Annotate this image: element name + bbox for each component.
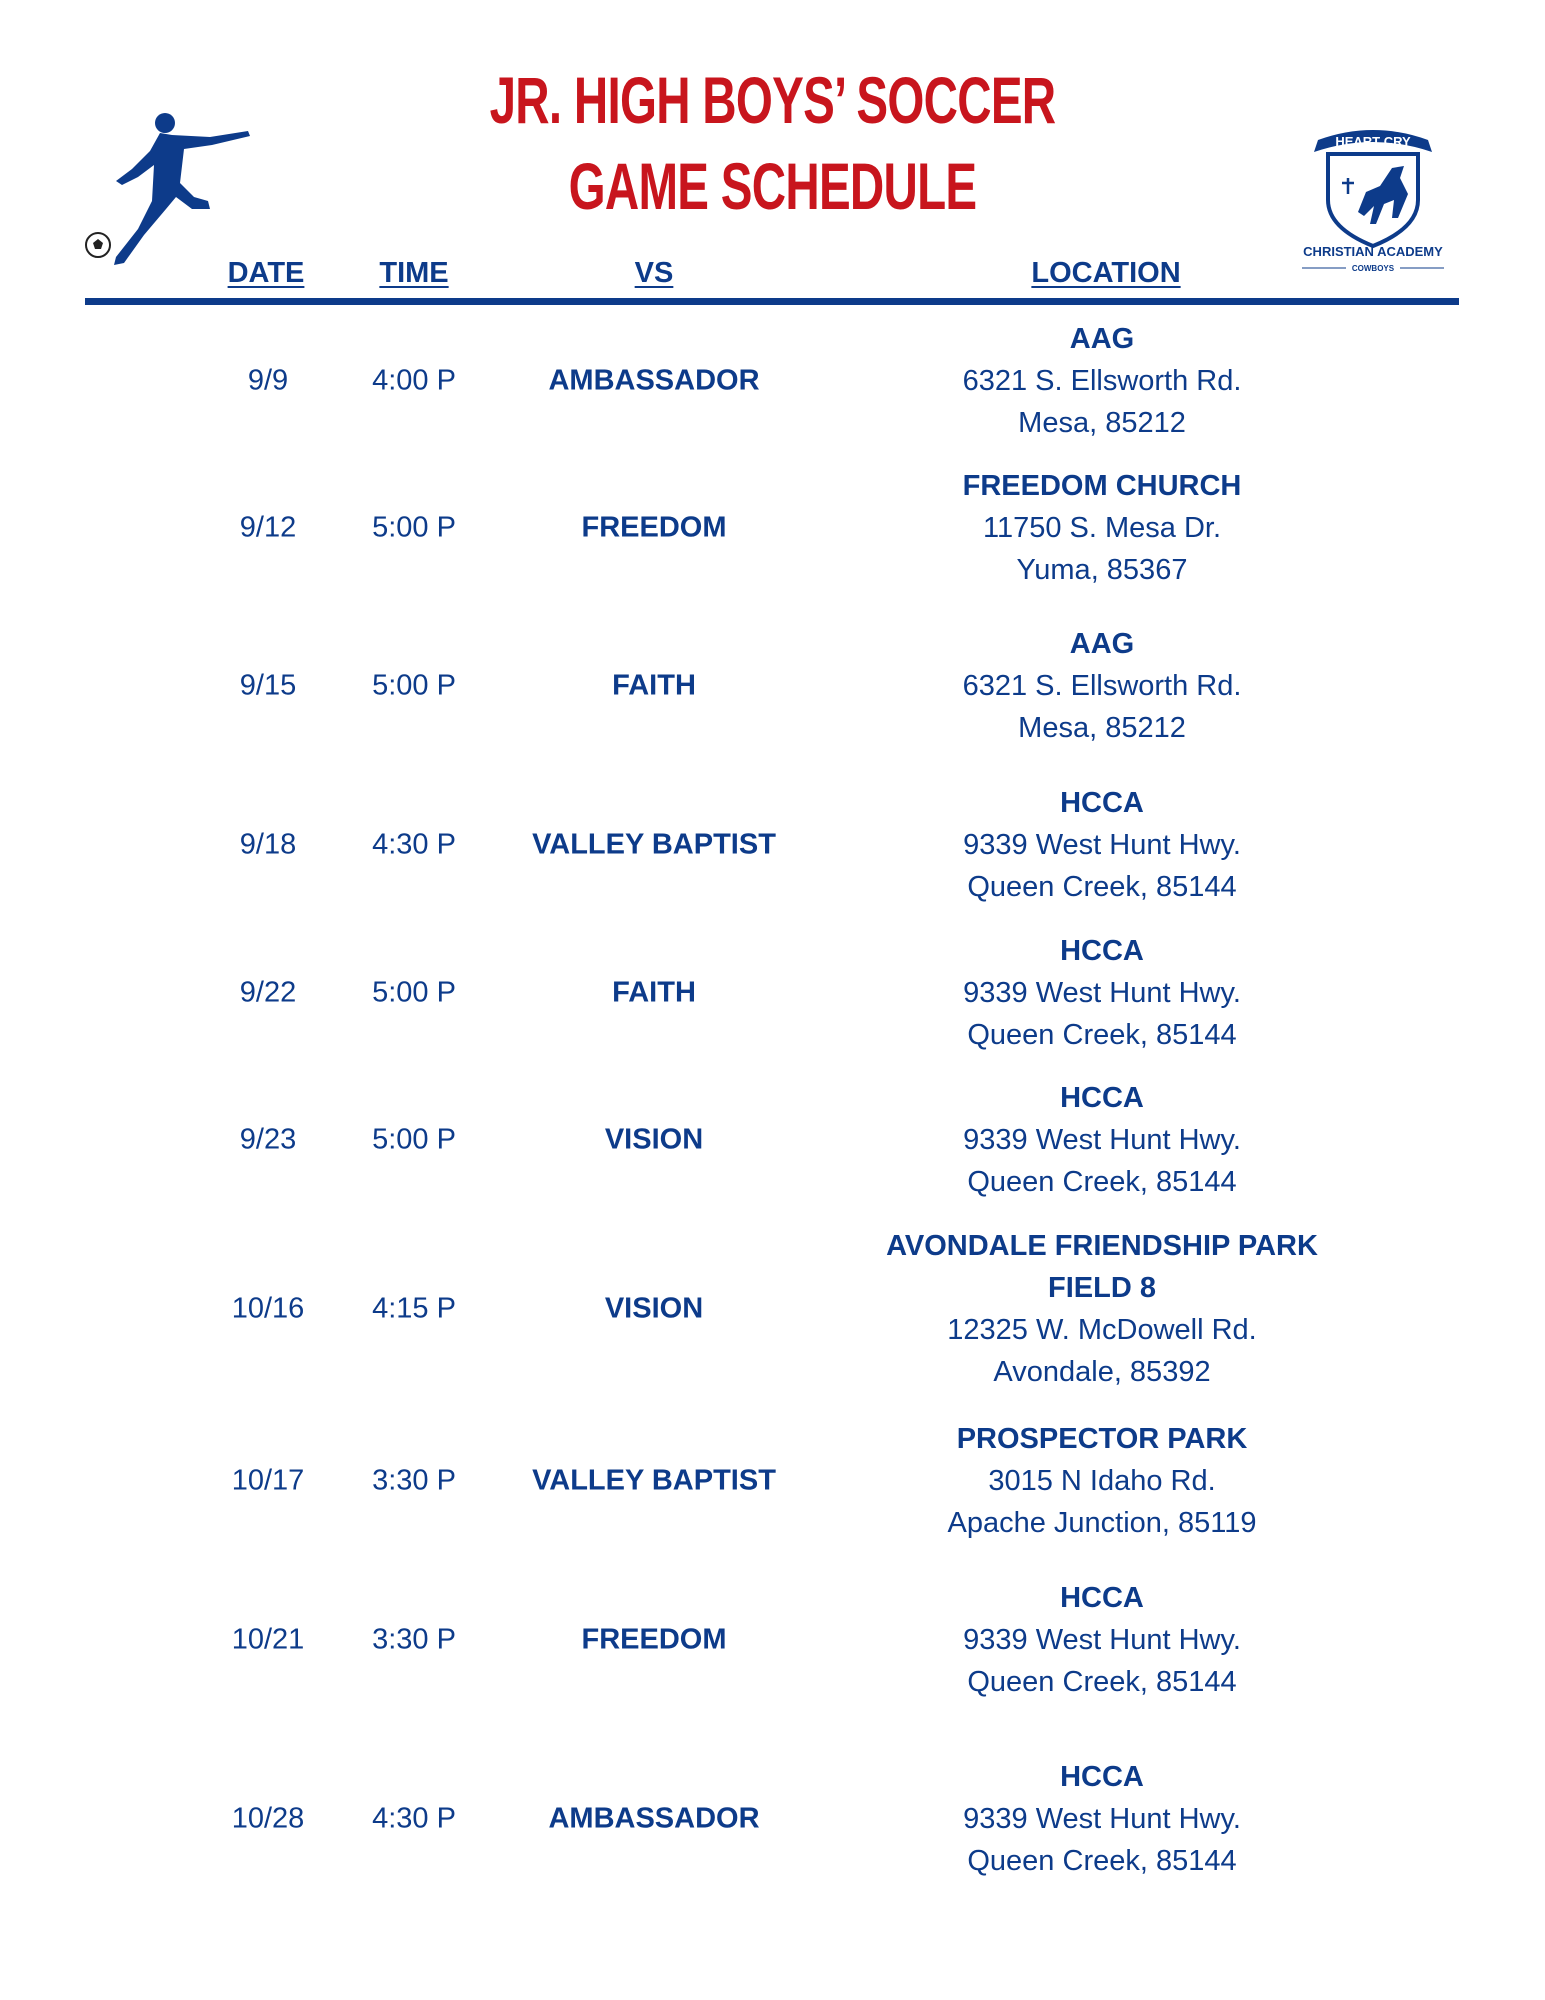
game-time: 4:15 P (372, 1292, 456, 1325)
title-line-1: JR. HIGH BOYS’ SOCCER (489, 63, 1056, 137)
location-address-line: Mesa, 85212 (1018, 407, 1186, 439)
school-logo-icon (1288, 108, 1458, 273)
location-venue: HCCA (1060, 1582, 1144, 1614)
location-address-line: 9339 West Hunt Hwy. (963, 1124, 1241, 1156)
logo-bottom-text: CHRISTIAN ACADEMY (1303, 244, 1443, 259)
location-address-line: Queen Creek, 85144 (967, 1845, 1237, 1877)
game-location (963, 1077, 1241, 1203)
game-time: 3:30 P (372, 1464, 456, 1497)
game-opponent: FAITH (612, 669, 696, 702)
game-date: 10/28 (231, 1802, 305, 1835)
title-line-2: GAME SCHEDULE (568, 149, 977, 223)
game-date: 9/18 (239, 828, 297, 861)
game-date: 10/21 (231, 1623, 305, 1656)
game-time: 5:00 P (372, 511, 456, 544)
location-address-line: 3015 N Idaho Rd. (988, 1465, 1216, 1497)
game-time: 5:00 P (372, 1123, 456, 1156)
soccer-ball-icon (86, 233, 110, 257)
game-time: 4:00 P (372, 364, 456, 397)
location-venue: AAG (1069, 323, 1135, 355)
game-location (886, 1225, 1318, 1393)
game-location (947, 1418, 1256, 1544)
location-venue: HCCA (1060, 1082, 1144, 1114)
location-address-line: 11750 S. Mesa Dr. (982, 512, 1222, 544)
game-date: 10/17 (231, 1464, 305, 1497)
location-address-line: Mesa, 85212 (1018, 712, 1186, 744)
location-venue: HCCA (1060, 787, 1144, 819)
column-header-location: LOCATION (1031, 257, 1181, 289)
game-location (963, 930, 1241, 1056)
game-opponent: VALLEY BAPTIST (532, 1464, 776, 1497)
column-header-date: DATE (227, 257, 305, 289)
location-address-line: 9339 West Hunt Hwy. (963, 977, 1241, 1009)
header-divider (85, 298, 1459, 305)
game-opponent: AMBASSADOR (548, 364, 760, 397)
logo-sub-text: COWBOYS (1351, 264, 1395, 273)
game-date: 9/15 (239, 669, 297, 702)
location-venue: FIELD 8 (1048, 1272, 1156, 1304)
game-location (963, 1577, 1241, 1703)
game-opponent: VISION (604, 1123, 704, 1156)
game-time: 4:30 P (372, 828, 456, 861)
game-date: 9/22 (239, 976, 297, 1009)
game-time: 3:30 P (372, 1623, 456, 1656)
location-address-line: 6321 S. Ellsworth Rd. (962, 670, 1242, 702)
game-opponent: AMBASSADOR (548, 1802, 760, 1835)
game-opponent: VISION (604, 1292, 704, 1325)
game-location (963, 623, 1242, 749)
game-location (963, 1756, 1241, 1882)
location-venue: FREEDOM CHURCH (962, 470, 1242, 502)
column-header-time: TIME (379, 257, 449, 289)
location-venue: AVONDALE FRIENDSHIP PARK (886, 1230, 1318, 1262)
game-location (963, 782, 1241, 908)
location-address-line: 9339 West Hunt Hwy. (963, 829, 1241, 861)
location-address-line: 6321 S. Ellsworth Rd. (962, 365, 1242, 397)
location-venue: PROSPECTOR PARK (956, 1423, 1248, 1455)
game-opponent: FAITH (612, 976, 696, 1009)
game-date: 9/23 (239, 1123, 297, 1156)
location-venue: HCCA (1060, 935, 1144, 967)
game-date: 10/16 (231, 1292, 305, 1325)
game-time: 4:30 P (372, 1802, 456, 1835)
game-date: 9/9 (247, 364, 289, 397)
game-location (963, 318, 1242, 444)
game-time: 5:00 P (372, 669, 456, 702)
location-address-line: Apache Junction, 85119 (947, 1507, 1257, 1539)
game-date: 9/12 (239, 511, 297, 544)
game-opponent: VALLEY BAPTIST (532, 828, 776, 861)
location-venue: HCCA (1060, 1761, 1144, 1793)
location-address-line: Queen Creek, 85144 (967, 871, 1237, 903)
location-address-line: Queen Creek, 85144 (967, 1666, 1237, 1698)
location-address-line: Queen Creek, 85144 (967, 1019, 1237, 1051)
game-location (963, 465, 1242, 591)
location-venue: AAG (1069, 628, 1135, 660)
game-opponent: FREEDOM (581, 1623, 727, 1656)
game-opponent: FREEDOM (581, 511, 727, 544)
column-header-vs: VS (634, 257, 674, 289)
location-address-line: 12325 W. McDowell Rd. (947, 1314, 1257, 1346)
game-time: 5:00 P (372, 976, 456, 1009)
location-address-line: Queen Creek, 85144 (967, 1166, 1237, 1198)
location-address-line: 9339 West Hunt Hwy. (963, 1624, 1241, 1656)
location-address-line: Yuma, 85367 (1016, 554, 1188, 586)
logo-top-text: HEART CRY (1335, 134, 1411, 149)
location-address-line: Avondale, 85392 (993, 1356, 1211, 1388)
location-address-line: 9339 West Hunt Hwy. (963, 1803, 1241, 1835)
soccer-player-icon (80, 105, 260, 270)
